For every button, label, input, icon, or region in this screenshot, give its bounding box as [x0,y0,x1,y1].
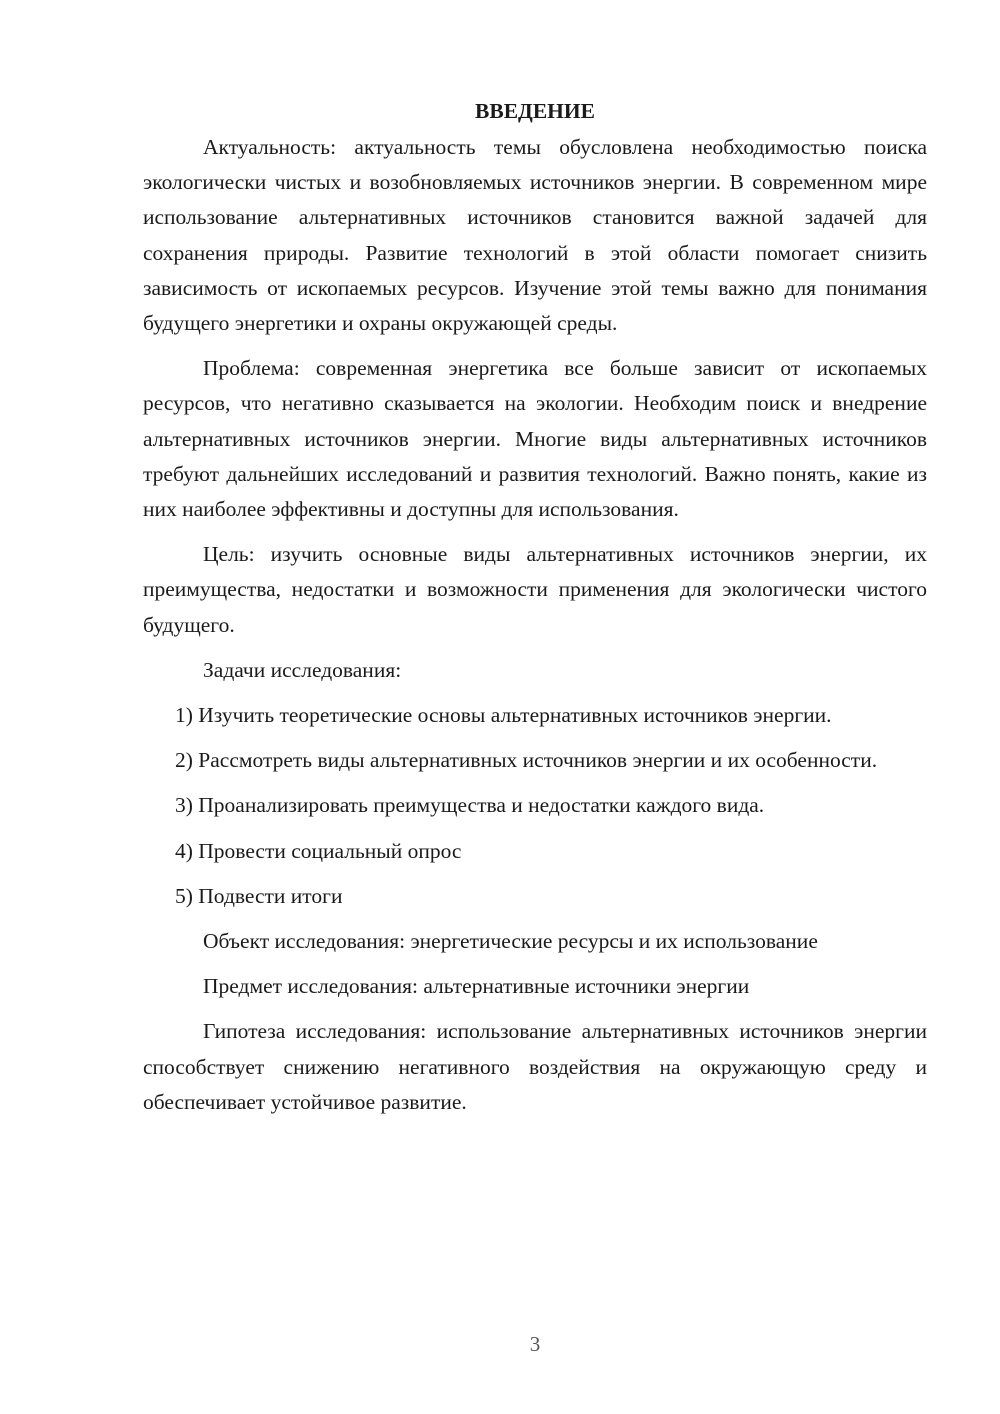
research-subject: Предмет исследования: альтернативные источники энергии [203,974,750,999]
task-item: 3) Проанализировать преимущества и недостатки каждого вида. [175,793,765,818]
paragraph-relevance: Актуальность: актуальность темы обусловлена необходимостью поиска экологически чистых и возобновляемых источников энергии. В современном мире использование альтернативных источников становится важной задачей для сохранения природы. Развитие технологий в этой области помогает снизить зависимость от ископаемых ресурсов. Изучение этой темы важно для понимания будущего энергетики и охраны окружающей среды. [143,135,927,336]
paragraph-goal: Цель: изучить основные виды альтернативных источников энергии, их преимущества, недостатки и возможности применения для экологически чистого будущего. [143,542,927,637]
research-object: Объект исследования: энергетические ресурсы и их использование [203,929,818,954]
research-hypothesis: Гипотеза исследования: использование альтернативных источников энергии способствует снижению негативного воздействия на окружающую среду и обеспечивает устойчивое развитие. [143,1019,927,1114]
document-title: ВВЕДЕНИЕ [475,99,595,123]
task-item: 1) Изучить теоретические основы альтернативных источников энергии. [175,703,832,728]
tasks-heading: Задачи исследования: [203,657,402,682]
task-item: 2) Рассмотреть виды альтернативных источников энергии и их особенности. [175,748,878,773]
page-number: 3 [529,1332,541,1356]
task-item: 5) Подвести итоги [175,883,343,908]
paragraph-problem: Проблема: современная энергетика все больше зависит от ископаемых ресурсов, что негативно сказывается на экологии. Необходим поиск и внедрение альтернативных источников энергии. Многие виды альтернативных источников требуют дальнейших исследований и развития технологий. Важно понять, какие из них наиболее эффективны и доступны для использования. [143,356,927,522]
document-body [143,96,927,1130]
task-item: 4) Провести социальный опрос [175,838,462,863]
